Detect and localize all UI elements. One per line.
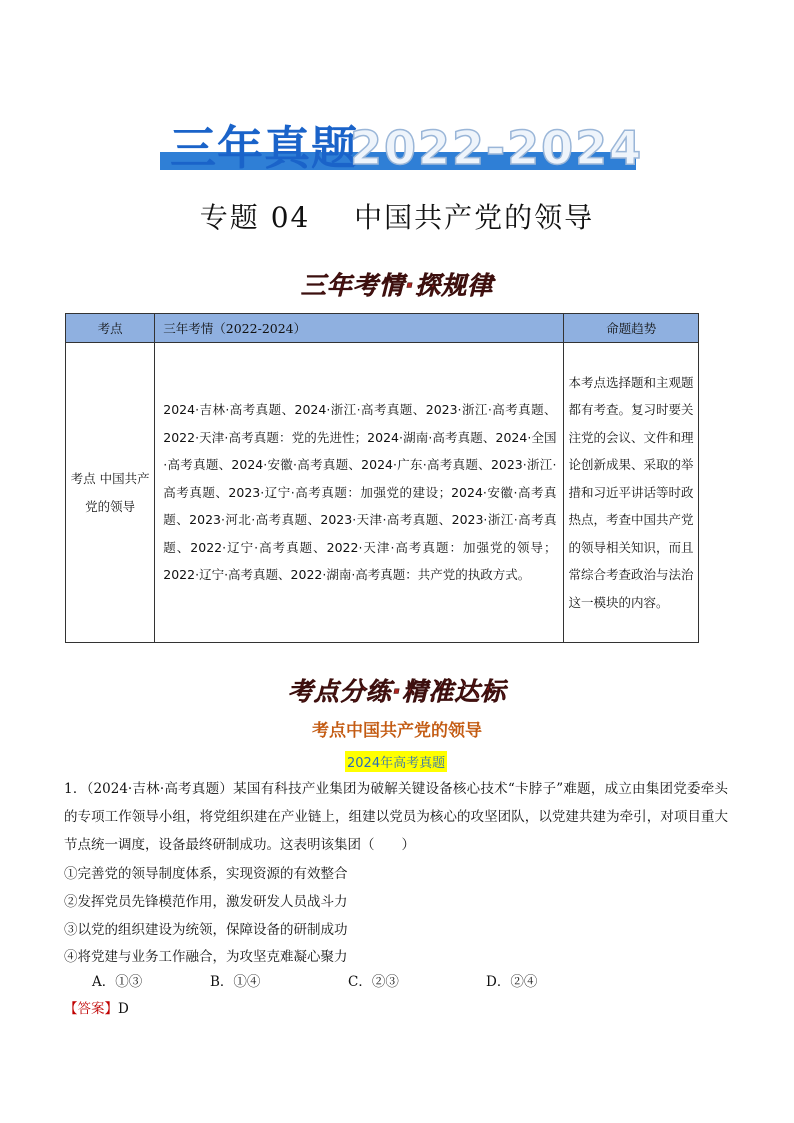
choice-a[interactable]: A．①③ — [92, 974, 143, 990]
section-title-practice: 考点分练·精准达标 — [287, 677, 507, 706]
header-point: 考点 — [66, 314, 155, 343]
cell-history: 2024·吉林·高考真题、2024·浙江·高考真题、2023·浙江·高考真题、2022·天津·高考真题：党的先进性；2024·湖南·高考真题、2024·全国·高考真题、2024·安徽·高考真题、2024·广东·高考真题、2023·浙江·高考真题、2023·辽宁·高考真题：加强党的建设；2024·安徽·高考真题、2023·河北·高考真题、2023·天津·高考真题、2023·浙江·高考真题、2022·辽宁·高考真题、2022·天津·高考真题：加强党的领导；2022·辽宁·高考真题、2022·湖南·高考真题：共产党的执政方式。 — [155, 343, 563, 643]
choice-d[interactable]: D．②④ — [486, 974, 538, 990]
year-tag: 2024年高考真题 — [345, 751, 447, 772]
choice-b[interactable]: B．①④ — [210, 974, 261, 990]
answer-line — [64, 997, 129, 1017]
banner-title-text: 三年真题 — [170, 121, 358, 175]
statement-4: ④将党建与业务工作融合，为攻坚克难凝心聚力 — [64, 949, 348, 965]
exam-analysis-table — [65, 313, 699, 643]
subject-number: 04 — [270, 201, 311, 234]
subject-name: 中国共产党的领导 — [354, 201, 595, 234]
cell-trend: 本考点选择题和主观题都有考查。复习时要关注党的会议、文件和理论创新成果、采取的举措和习近平讲话等时政热点，考查中国共产党的领导相关知识，而且常综合考查政治与法治这一模块的内容。 — [563, 343, 698, 643]
subject-prefix: 专题 — [199, 201, 260, 234]
banner-title — [160, 120, 644, 178]
statement-2: ②发挥党员先锋模范作用，激发研发人员战斗力 — [64, 894, 348, 910]
topic-heading: 考点中国共产党的领导 — [312, 721, 482, 741]
banner-year-range: 2022-2024 — [350, 121, 644, 175]
table-row — [66, 343, 699, 643]
answer-label: 【答案】 — [64, 1001, 118, 1017]
answer-value: D — [118, 1001, 129, 1017]
header-trend: 命题趋势 — [563, 314, 698, 343]
table-header-row — [66, 314, 699, 343]
statement-1: ①完善党的领导制度体系，实现资源的有效整合 — [64, 866, 348, 882]
section-title-analysis: 三年考情·探规律 — [300, 271, 494, 300]
cell-point: 考点 中国共产党的领导 — [66, 343, 155, 643]
question-stem: 1．（2024·吉林·高考真题）某国有科技产业集团为破解关键设备核心技术“卡脖子”难题，成立由集团党委牵头的专项工作领导小组，将党组织建在产业链上，组建以党员为核心的攻坚团队，以党建共建为牵引，对项目重大节点统一调度，设备最终研制成功。这表明该集团（ ） — [64, 781, 728, 853]
subject-title — [0, 196, 794, 236]
header-history: 三年考情（2022-2024） — [155, 314, 563, 343]
choice-c[interactable]: C．②③ — [348, 974, 399, 990]
statement-3: ③以党的组织建设为统领，保障设备的研制成功 — [64, 922, 348, 938]
